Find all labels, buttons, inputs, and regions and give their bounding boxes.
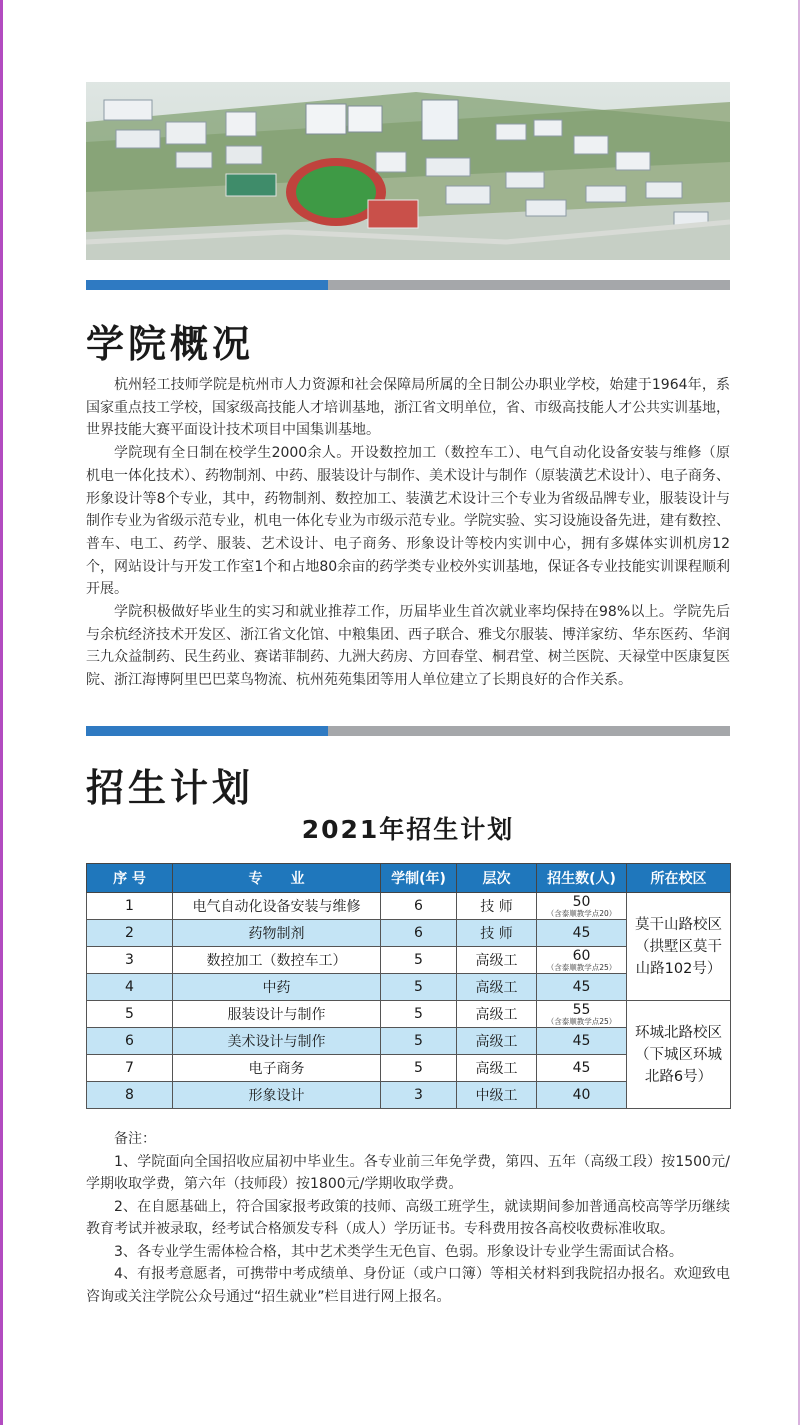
cell-level: 高级工	[457, 1055, 537, 1082]
cell-major: 美术设计与制作	[173, 1028, 381, 1055]
campus-address-line: 山路102号）	[635, 960, 722, 977]
section-title-overview: 学院概况	[86, 322, 255, 366]
count-value: 55	[572, 1002, 591, 1018]
table-row	[87, 893, 731, 920]
cell-years: 6	[381, 893, 457, 920]
header-major: 专 业	[173, 864, 381, 893]
cell-years: 5	[381, 974, 457, 1001]
campus-name: 莫干山路校区	[635, 916, 722, 933]
campus-address-line: （下城区环城	[635, 1046, 722, 1063]
cell-no: 2	[87, 920, 173, 947]
cell-level: 高级工	[457, 1001, 537, 1028]
header-campus: 所在校区	[627, 864, 731, 893]
cell-no: 1	[87, 893, 173, 920]
section-divider	[86, 726, 730, 736]
table-title: 2021年招生计划	[301, 815, 515, 844]
cell-count: 45	[537, 1028, 627, 1055]
count-note: （含泰顺教学点20）	[546, 909, 617, 918]
campus-cell	[627, 1001, 731, 1109]
cell-count: 40	[537, 1082, 627, 1109]
overview-paragraph: 学院现有全日制在校学生2000余人。开设数控加工（数控车工）、电气自动化设备安装与维修（原机电一体化技术）、药物制剂、中药、服装设计与制作、美术设计与制作（原装潢艺术设计）、电子商务、形象设计等8个专业，其中，药物制剂、数控加工、装潢艺术设计三个专业为省级品牌专业，服装设计与制作专业为省级示范专业，机电一体化专业为市级示范专业。学院实验、实习设施设备先进，建有数控、普车、电工、药学、服装、艺术设计、电子商务、形象设计等校内实训中心，拥有多媒体实训机房12个，网站设计与开发工作室1个和占地80余亩的药学类专业校外实训基地，保证各专业技能实训课程顺利开展。	[86, 445, 730, 598]
overview-paragraph: 杭州轻工技师学院是杭州市人力资源和社会保障局所属的全日制公办职业学校，始建于1964年，系国家重点技工学校，国家级高技能人才培训基地，浙江省文明单位，省、市级高技能人才公共实训基地，世界技能大赛平面设计技术项目中国集训基地。	[86, 377, 730, 439]
campus-name: 环城北路校区	[635, 1024, 722, 1041]
cell-level: 中级工	[457, 1082, 537, 1109]
cell-major: 电气自动化设备安装与维修	[173, 893, 381, 920]
table-header-row	[87, 864, 731, 893]
header-years: 学制(年)	[381, 864, 457, 893]
cell-count: 45	[537, 920, 627, 947]
cell-count	[537, 893, 627, 920]
note-item: 2、在自愿基础上，符合国家报考政策的技师、高级工班学生，就读期间参加普通高校高等学历继续教育考试并被录取，经考试合格颁发专科（成人）学历证书。专科费用按各高校收费标准收取。	[86, 1198, 730, 1237]
notes-label: 备注：	[114, 1131, 156, 1147]
cell-no: 6	[87, 1028, 173, 1055]
cell-level: 高级工	[457, 974, 537, 1001]
cell-years: 5	[381, 1001, 457, 1028]
campus-cell	[627, 893, 731, 1001]
overview-paragraph: 学院积极做好毕业生的实习和就业推荐工作，历届毕业生首次就业率均保持在98%以上。学院先后与余杭经济技术开发区、浙江省文化馆、中粮集团、西子联合、雅戈尔服装、博洋家纺、华东医药、华润三九众益制药、民生药业、赛诺菲制药、九洲大药房、方回春堂、桐君堂、树兰医院、天禄堂中医康复医院、浙江海博阿里巴巴菜鸟物流、杭州苑苑集团等用人单位建立了长期良好的合作关系。	[86, 604, 730, 689]
note-item: 1、学院面向全国招收应届初中毕业生。各专业前三年免学费，第四、五年（高级工段）按1500元/学期收取学费，第六年（技师段）按1800元/学期收取学费。	[86, 1153, 730, 1192]
cell-years: 5	[381, 1028, 457, 1055]
cell-no: 4	[87, 974, 173, 1001]
cell-major: 服装设计与制作	[173, 1001, 381, 1028]
cell-count: 45	[537, 1055, 627, 1082]
enrollment-table	[86, 863, 731, 1109]
cell-major: 电子商务	[173, 1055, 381, 1082]
cell-level: 高级工	[457, 1028, 537, 1055]
cell-count	[537, 947, 627, 974]
cell-no: 8	[87, 1082, 173, 1109]
count-value: 60	[572, 948, 591, 964]
header-count: 招生数(人)	[537, 864, 627, 893]
table-row	[87, 1001, 731, 1028]
count-note: （含泰顺教学点25）	[546, 1017, 617, 1026]
cell-years: 5	[381, 1055, 457, 1082]
overview-text	[86, 374, 730, 692]
cell-no: 5	[87, 1001, 173, 1028]
header-level: 层次	[457, 864, 537, 893]
campus-address-line: （拱墅区莫干	[635, 938, 722, 955]
cell-major: 数控加工（数控车工）	[173, 947, 381, 974]
cell-level: 技 师	[457, 920, 537, 947]
count-note: （含泰顺教学点25）	[546, 963, 617, 972]
cell-years: 3	[381, 1082, 457, 1109]
cell-no: 3	[87, 947, 173, 974]
count-value: 50	[572, 894, 591, 910]
header-no: 序 号	[87, 864, 173, 893]
cell-count: 45	[537, 974, 627, 1001]
campus-address-line: 北路6号）	[644, 1068, 713, 1085]
cell-major: 中药	[173, 974, 381, 1001]
cell-major: 形象设计	[173, 1082, 381, 1109]
cell-major: 药物制剂	[173, 920, 381, 947]
page-edge-left	[0, 0, 3, 1425]
note-item: 3、各专业学生需体检合格，其中艺术类学生无色盲、色弱。形象设计专业学生需面试合格。	[114, 1243, 683, 1260]
campus-aerial-image	[86, 82, 730, 260]
notes-section	[86, 1128, 730, 1308]
section-divider	[86, 280, 730, 290]
section-title-plan: 招生计划	[86, 766, 255, 810]
note-item: 4、有报考意愿者，可携带中考成绩单、身份证（或户口簿）等相关材料到我院招办报名。欢迎致电咨询或关注学院公众号通过“招生就业”栏目进行网上报名。	[86, 1266, 730, 1305]
cell-count	[537, 1001, 627, 1028]
cell-years: 5	[381, 947, 457, 974]
cell-no: 7	[87, 1055, 173, 1082]
cell-years: 6	[381, 920, 457, 947]
cell-level: 高级工	[457, 947, 537, 974]
cell-level: 技 师	[457, 893, 537, 920]
